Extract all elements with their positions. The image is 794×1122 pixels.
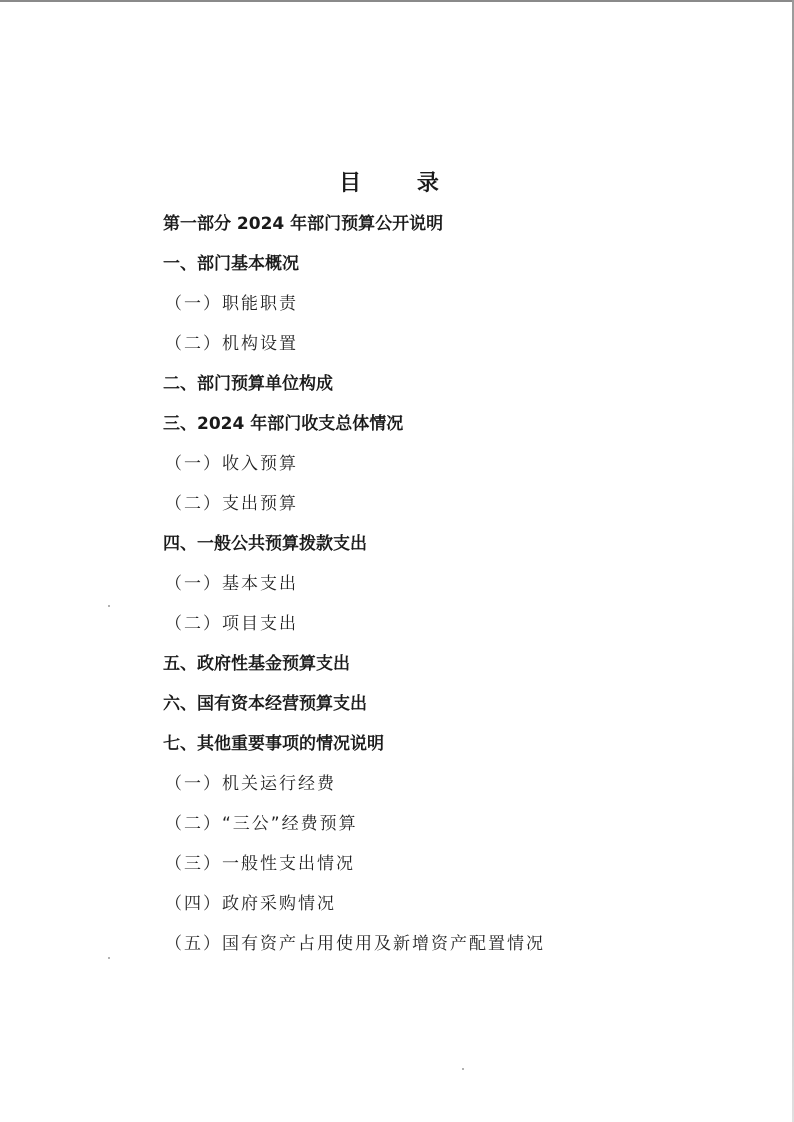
toc-subsection-entry: （一）机关运行经费 [165, 774, 336, 794]
toc-subsection-entry: （二）支出预算 [165, 494, 298, 514]
toc-subsection-entry: （一）职能职责 [165, 294, 298, 314]
scan-speck [462, 1068, 464, 1070]
toc-section-entry: 二、部门预算单位构成 [163, 374, 333, 394]
toc-subsection-entry: （五）国有资产占用使用及新增资产配置情况 [165, 934, 545, 954]
scan-speck [108, 957, 110, 959]
toc-title: 目 录 [339, 171, 463, 196]
toc-subsection-entry: （二）项目支出 [165, 614, 298, 634]
toc-section-entry: 六、国有资本经营预算支出 [163, 694, 367, 714]
toc-subsection-entry: （四）政府采购情况 [165, 894, 336, 914]
toc-section-entry: 五、政府性基金预算支出 [163, 654, 350, 674]
toc-section-entry: 三、2024 年部门收支总体情况 [163, 414, 404, 434]
toc-subsection-entry: （一）基本支出 [165, 574, 298, 594]
toc-subsection-entry: （二）机构设置 [165, 334, 298, 354]
toc-section-entry: 四、一般公共预算拨款支出 [163, 534, 367, 554]
toc-subsection-entry: （二）“三公”经费预算 [165, 814, 358, 834]
scan-top-edge [0, 0, 794, 2]
toc-subsection-entry: （一）收入预算 [165, 454, 298, 474]
toc-section-entry: 七、其他重要事项的情况说明 [163, 734, 384, 754]
toc-section-entry: 一、部门基本概况 [163, 254, 299, 274]
table-of-contents [163, 204, 545, 964]
toc-part-heading: 第一部分 2024 年部门预算公开说明 [163, 214, 444, 234]
toc-subsection-entry: （三）一般性支出情况 [165, 854, 355, 874]
scan-speck [108, 605, 110, 607]
